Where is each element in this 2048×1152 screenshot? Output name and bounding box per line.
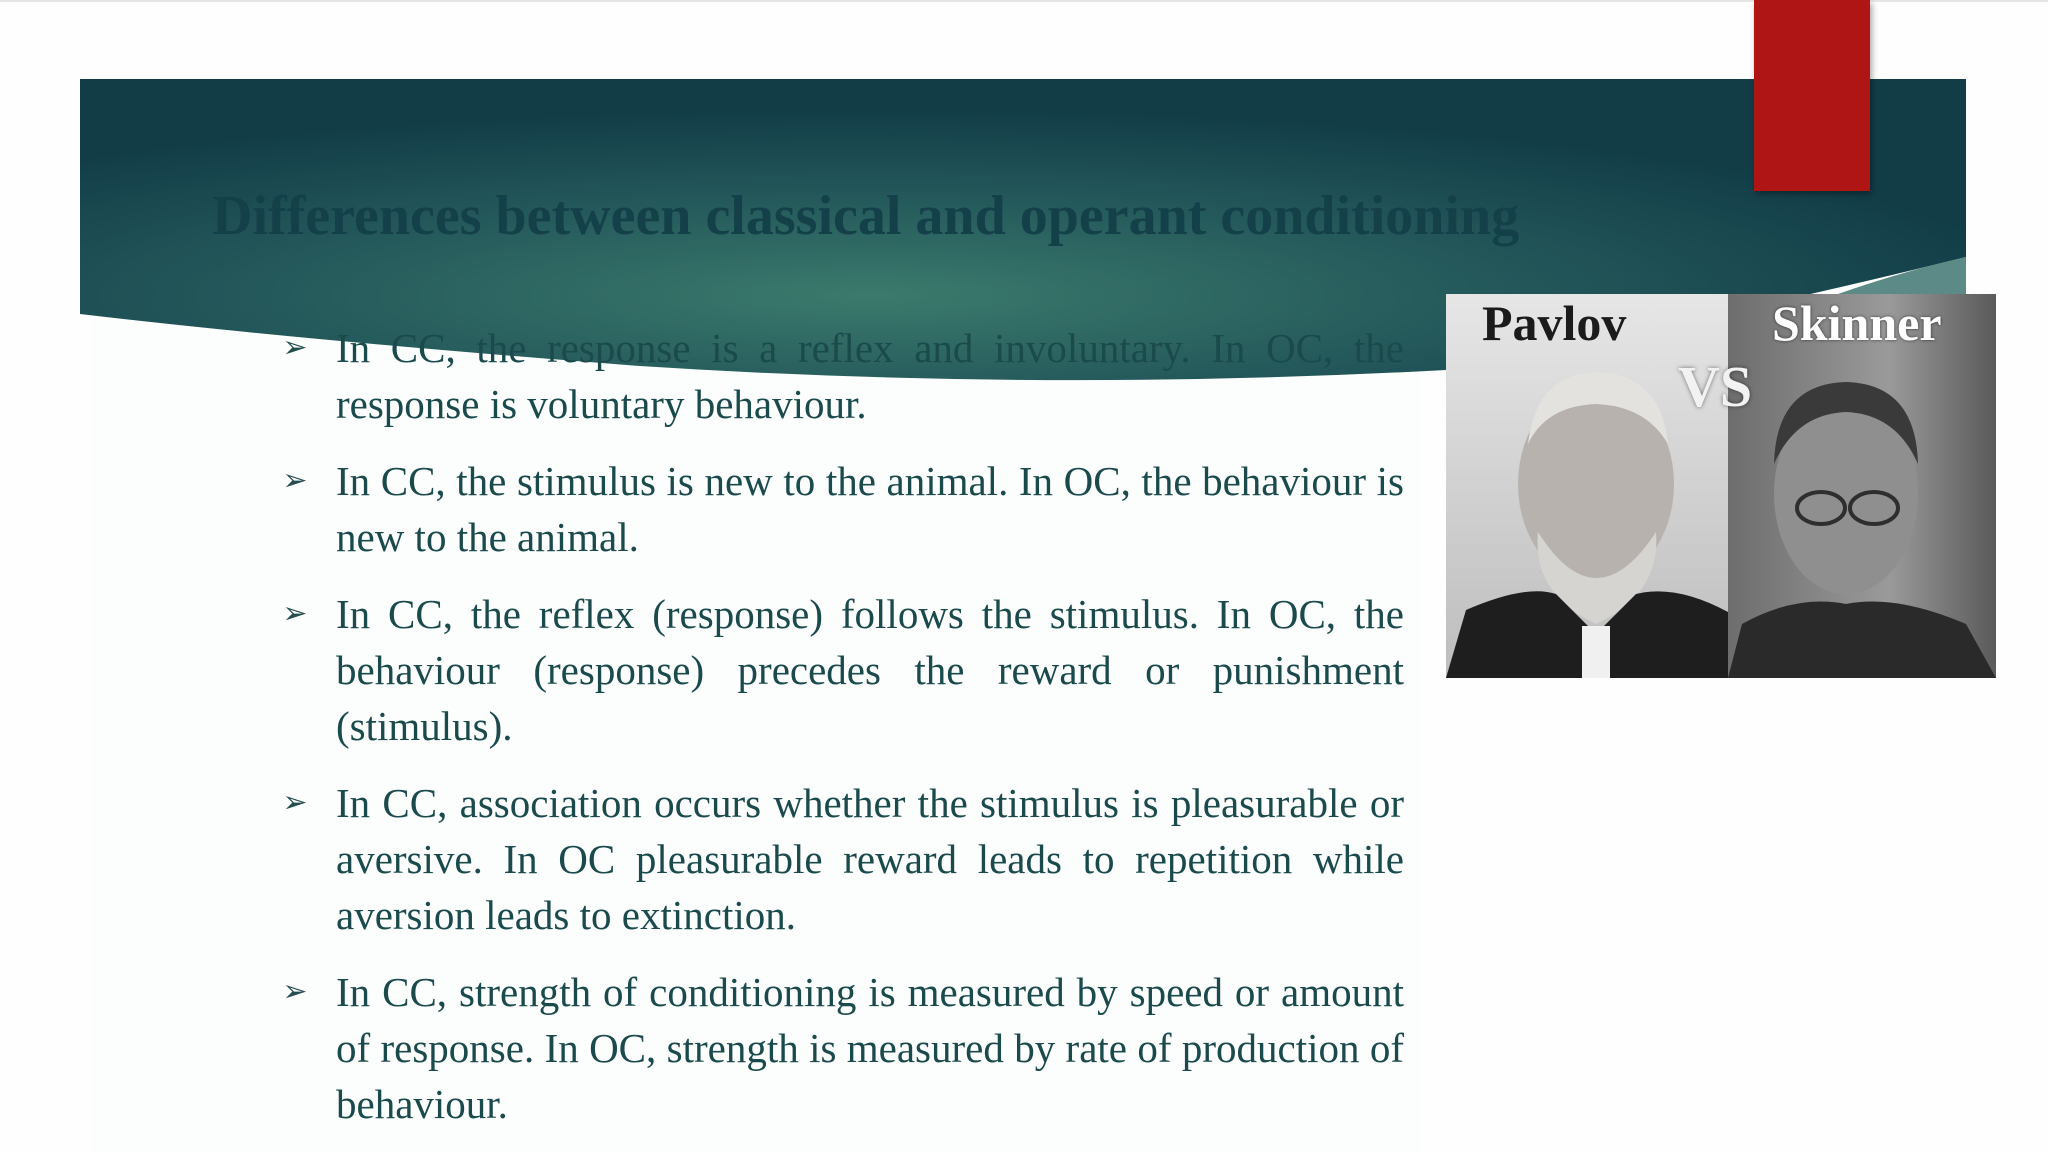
- pavlov-label: Pavlov: [1482, 295, 1627, 351]
- arrow-bullet-icon: ➢: [282, 974, 308, 1009]
- bullet-text: In CC, strength of conditioning is measured by speed or amount of response. In OC, strength is measured by rate of production of behaviour.: [336, 969, 1404, 1127]
- bullet-item: [280, 453, 1404, 565]
- bullet-item: [280, 775, 1404, 943]
- bullet-text: In CC, the reflex (response) follows the stimulus. In OC, the behaviour (response) precedes the reward or punishment (stimulus).: [336, 591, 1404, 749]
- arrow-bullet-icon: ➢: [282, 785, 308, 820]
- accent-tab: [1754, 0, 1870, 191]
- arrow-bullet-icon: ➢: [282, 596, 308, 631]
- bullet-item: [280, 964, 1404, 1132]
- bullet-text: In CC, the stimulus is new to the animal. In OC, the behaviour is new to the animal.: [336, 458, 1404, 560]
- pavlov-portrait: [1446, 294, 1728, 678]
- arrow-bullet-icon: ➢: [282, 463, 308, 498]
- bullet-list: [280, 320, 1404, 1152]
- bullet-text: In CC, association occurs whether the stimulus is pleasurable or aversive. In OC pleasurable reward leads to repetition while aversion leads to extinction.: [336, 780, 1404, 938]
- vs-label: VS: [1678, 354, 1753, 419]
- arrow-bullet-icon: ➢: [282, 330, 308, 365]
- bullet-item: [280, 320, 1404, 432]
- skinner-portrait: [1728, 294, 1996, 678]
- bullet-item: [280, 586, 1404, 754]
- slide-title: Differences between classical and operant conditioning: [212, 185, 1520, 247]
- skinner-label: Skinner: [1772, 295, 1942, 351]
- pavlov-vs-skinner-image: [1446, 294, 1996, 678]
- bullet-text: In CC, the response is a reflex and involuntary. In OC, the response is voluntary behaviour.: [336, 325, 1404, 427]
